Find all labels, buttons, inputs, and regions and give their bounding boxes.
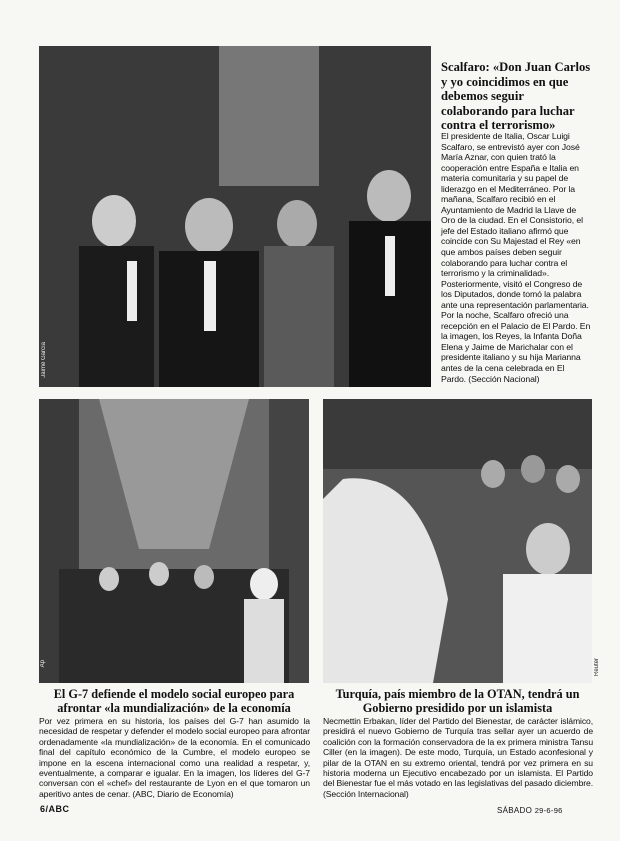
left-photo-figures-icon — [39, 399, 309, 683]
footer-day: SÁBADO — [497, 806, 533, 815]
page-label: 6/ABC — [40, 804, 70, 814]
left-body: Por vez primera en su historia, los países del G-7 han asumido la necesidad de respetar y defender el modelo social europeo para afrontar ordenadamente «la mundialización» de la economía. En el comunicado final del capítulo económico de la Cumbre, el modelo europeo se impone en la escena internacional como una realidad a respetar, y, eventualmente, a comparar e igualar. En la imagen, los líderes del G-7 conversan con el «chef» del restaurante de Lyon en el que tomaron un aperitivo antes de cenar. (ABC, Diario de Economía) — [39, 716, 310, 799]
right-headline: Turquía, país miembro de la OTAN, tendrá un Gobierno presidido por un islamista — [335, 687, 580, 715]
page-date — [497, 806, 563, 815]
footer-date: 29-6-96 — [534, 806, 563, 815]
right-body: Necmettin Erbakan, líder del Partido del Bienestar, de carácter islámico, presidirá el nuevo Gobierno de Turquía tras sellar ayer un acuerdo de coalición con la formación conservadora de la ex primera ministra Tansu Ciller (en la imagen). De este modo, Turquía, un Estado aconfesional y pilar de la OTAN en su extremo oriental, tendrá por vez primera en su historia moderna un Ejecutivo encabezado por un islamista. El Partido del Bienestar fue el más votado en las legislativas del pasado diciembre. (Sección Internacional) — [323, 716, 593, 799]
top-photo — [39, 46, 431, 387]
left-headline: El G-7 defiende el modelo social europeo para afrontar «la mundialización» de la economía — [53, 687, 295, 715]
top-headline: Scalfaro: «Don Juan Carlos y yo coincidimos en que debemos seguir colaborando para luchar contra el terrorismo» — [441, 60, 591, 133]
top-photo-figures-icon — [39, 46, 431, 387]
top-body: El presidente de Italia, Oscar Luigi Scalfaro, se entrevistó ayer con José María Aznar, con quien trató la cooperación entre España e Italia en materia comunitaria y su papel de liderazgo en el Mediterráneo. Por la mañana, Scalfaro recibió en el Ayuntamiento de Madrid la Llave de Oro de la ciudad. En el Consistorio, el jefe del Estado italiano afirmó que coincide con Su Majestad el Rey «en que ambos países deben seguir colaborando para luchar contra el terrorismo y la criminalidad». Posteriormente, visitó el Congreso de los Diputados, donde tomó la palabra ante una representación parlamentaria. Por la noche, Scalfaro ofreció una recepción en el Palacio de El Pardo. En la imagen, los Reyes, la Infanta Doña Elena y Jaime de Marichalar con el presidente italiano y su hija Marianna antes de la cena celebrada en El Pardo. (Sección Nacional) — [441, 131, 591, 384]
right-photo-figures-icon — [323, 399, 592, 683]
left-photo — [39, 399, 309, 683]
right-photo-credit: Reuter — [594, 658, 600, 677]
top-photo-credit: Jaime García — [41, 342, 47, 378]
left-photo-credit: Ap — [40, 660, 46, 668]
right-photo — [323, 399, 592, 683]
